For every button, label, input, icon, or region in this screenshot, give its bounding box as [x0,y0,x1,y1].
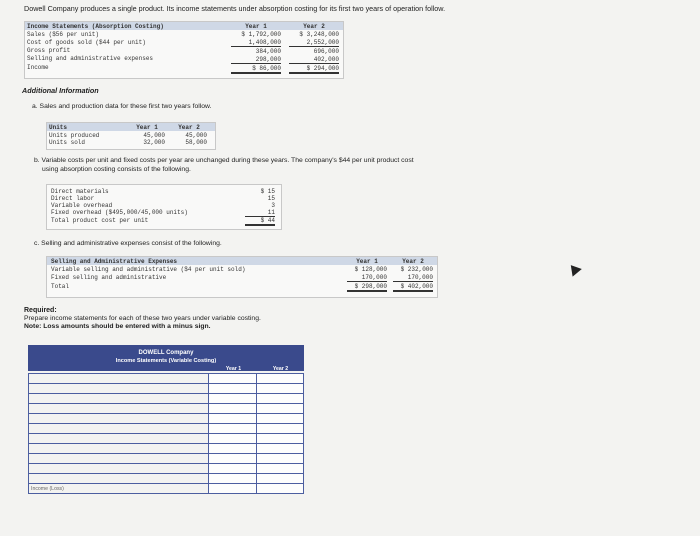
answer-y2-cell[interactable] [256,384,303,394]
sga-col-year2: Year 2 [402,258,424,265]
product-cost-table [46,184,282,230]
answer-y2-cell[interactable] [256,454,303,464]
units-col-year1: Year 1 [136,124,158,131]
sga-row-y1: $ 128,000 [354,266,387,273]
absorption-row-y1: 298,000 [231,56,281,64]
required-text: Prepare income statements for each of these two years under variable costing. [24,315,261,322]
mouse-cursor-icon [566,261,582,276]
absorption-row-label: Income [27,64,49,71]
answer-y1-cell[interactable] [209,474,256,484]
answer-y2-cell[interactable] [256,474,303,484]
problem-intro: Dowell Company produces a single product. Its income statements under absorption costing for its first two years of operation follow. [24,4,446,13]
answer-label-cell[interactable] [29,474,209,484]
absorption-row-y1: $ 86,000 [231,65,281,74]
product-cost-row-label: Variable overhead [51,202,113,209]
answer-y1-cell[interactable] [209,374,256,384]
answer-y1-cell[interactable] [209,414,256,424]
answer-y2-cell[interactable] [256,414,303,424]
answer-y1-cell[interactable] [209,464,256,474]
answer-footer-row [29,484,304,494]
sga-row-label: Fixed selling and administrative [51,274,167,281]
sga-row-y2: 170,000 [393,274,433,282]
answer-y1-cell[interactable] [209,384,256,394]
units-row-label: Units produced [49,132,100,139]
answer-col-year1: Year 1 [225,366,242,372]
units-row-label: Units sold [49,139,86,146]
product-cost-row-label: Direct labor [51,195,95,202]
absorption-col-year1: Year 1 [245,23,267,30]
answer-y1-cell[interactable] [209,454,256,464]
units-row-y2: 45,000 [185,132,207,139]
product-cost-row-value: 15 [267,195,275,202]
answer-subtitle: Income Statements (Variable Costing) [115,358,217,364]
absorption-row-label: Cost of goods sold ($44 per unit) [27,39,146,46]
answer-y2-cell[interactable] [256,404,303,414]
answer-label-cell[interactable] [29,424,209,434]
units-table [46,122,216,150]
absorption-row-label: Sales ($56 per unit) [27,31,100,38]
answer-y1-cell[interactable] [209,394,256,404]
answer-label-cell[interactable] [29,404,209,414]
answer-row [29,434,304,444]
part-b-text-1: b. Variable costs per unit and fixed costs per year are unchanged during these years. The company's $44 per unit product cost [34,157,414,164]
part-a-text: a. Sales and production data for these first two years follow. [32,103,212,110]
answer-row [29,394,304,404]
answer-label-cell[interactable] [29,464,209,474]
answer-label-cell[interactable] [29,444,209,454]
sga-table [46,256,438,298]
absorption-income-statement [24,21,344,79]
absorption-row-y1: 1,408,000 [231,39,281,47]
answer-row [29,474,304,484]
product-cost-row-label: Fixed overhead ($495,000/45,000 units) [51,209,188,216]
absorption-col-year2: Year 2 [303,23,325,30]
answer-y1-cell[interactable] [209,424,256,434]
answer-label-cell[interactable] [29,434,209,444]
answer-label-cell[interactable] [29,384,209,394]
absorption-row-y2: $ 3,248,000 [299,31,339,38]
product-cost-row-value: 11 [245,209,275,217]
answer-row [29,384,304,394]
product-cost-row-value: $ 15 [260,188,275,195]
part-c-text: c. Selling and administrative expenses consist of the following. [34,240,222,247]
required-heading: Required: [24,307,57,314]
answer-y1-cell[interactable] [209,434,256,444]
answer-y2-cell[interactable] [256,394,303,404]
sga-row-y1: $ 298,000 [347,283,387,292]
answer-income-y1-cell[interactable] [209,484,256,494]
answer-label-cell[interactable] [29,394,209,404]
absorption-row-y2: 2,552,000 [289,39,339,47]
units-title: Units [49,124,68,131]
answer-row [29,414,304,424]
sga-row-y1: 170,000 [347,274,387,282]
absorption-row-label: Gross profit [27,47,71,54]
answer-row [29,454,304,464]
answer-y2-cell[interactable] [256,374,303,384]
product-cost-row-label: Direct materials [51,188,109,195]
absorption-row-y2: $ 294,000 [289,65,339,74]
answer-col-year2: Year 2 [272,366,289,372]
sga-row-y2: $ 402,000 [393,283,433,292]
sga-title: Selling and Administrative Expenses [51,258,178,265]
sga-row-y2: $ 232,000 [400,266,433,273]
additional-info-heading: Additional Information [22,86,99,95]
answer-row [29,464,304,474]
answer-label-cell[interactable] [29,454,209,464]
sga-col-year1: Year 1 [356,258,378,265]
answer-y2-cell[interactable] [256,424,303,434]
answer-y2-cell[interactable] [256,434,303,444]
absorption-row-y2: 402,000 [289,56,339,64]
units-row-y2: 58,000 [185,139,207,146]
product-cost-row-value: 3 [271,202,275,209]
note-text: Note: Loss amounts should be entered with a minus sign. [24,323,211,330]
answer-y2-cell[interactable] [256,464,303,474]
sga-row-label: Variable selling and administrative ($4 per unit sold) [51,266,246,273]
answer-y2-cell[interactable] [256,444,303,454]
part-b-text-2: using absorption costing consists of the following. [42,166,191,173]
units-row-y1: 32,000 [143,139,165,146]
product-cost-row-value: $ 44 [245,217,275,226]
units-row-y1: 45,000 [143,132,165,139]
answer-income-y2-cell[interactable] [256,484,303,494]
answer-income-statement [28,345,304,505]
answer-company: DOWELL Company [138,350,194,356]
answer-y1-cell[interactable] [209,404,256,414]
answer-row [29,424,304,434]
answer-label-cell[interactable] [29,414,209,424]
absorption-row-y2: 696,000 [313,48,339,55]
absorption-row-y1: 384,000 [255,48,281,55]
answer-row [29,374,304,384]
answer-grid [28,373,304,494]
absorption-row-label: Selling and administrative expenses [27,55,154,62]
answer-row [29,444,304,454]
answer-label-cell[interactable] [29,374,209,384]
answer-footer-label: Income (Loss) [29,484,209,494]
absorption-row-y1: $ 1,792,000 [241,31,281,38]
absorption-title: Income Statements (Absorption Costing) [27,23,164,30]
units-col-year2: Year 2 [178,124,200,131]
product-cost-row-label: Total product cost per unit [51,217,149,224]
answer-y1-cell[interactable] [209,444,256,454]
answer-row [29,404,304,414]
sga-row-label: Total [51,283,70,290]
